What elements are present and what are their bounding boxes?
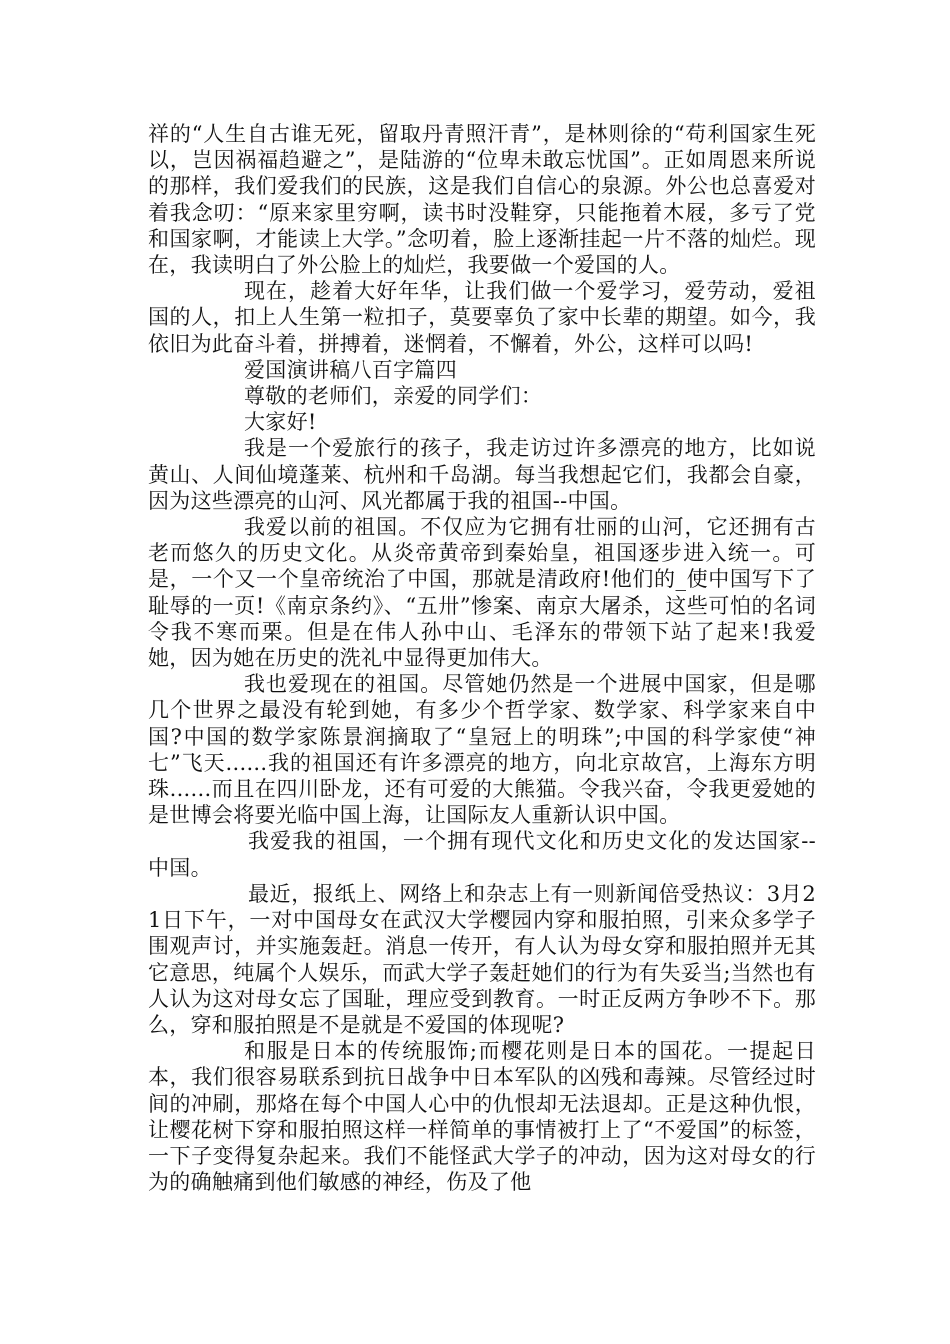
section-title: 爱国演讲稿八百字篇四: [244, 357, 457, 382]
paragraph-travel: 我是一个爱旅行的孩子，我走访过许多漂亮的地方，比如说黄山、人间仙境蓬莱、杭州和千岛湖。每当我想起它们，我都会自豪，因为这些漂亮的山河、风光都属于我的祖国--中国。: [148, 436, 816, 513]
paragraph-youth-resolution: 现在，趁着大好年华，让我们做一个爱学习，爱劳动，爱祖国的人，扣上人生第一粒扣子，莫要辜负了家中长辈的期望。如今，我依旧为此奋斗着，拼搏着，迷惘着，不懈着，外公，这样可以吗!: [148, 279, 816, 356]
paragraph-love-country: 我爱我的祖国，一个拥有现代文化和历史文化的发达国家--中国。: [148, 829, 816, 880]
greeting: 大家好!: [244, 410, 317, 435]
document-body: [148, 121, 816, 1195]
paragraph-kimono-analysis: 和服是日本的传统服饰;而樱花则是日本的国花。一提起日本，我们很容易联系到抗日战争中日本军队的凶残和毒辣。尽管经过时间的冲刷，那烙在每个中国人心中的仇恨却无法退却。正是这种仇恨，让樱花树下穿和服拍照这样一样简单的事情被打上了“不爱国”的标签，一下子变得复杂起来。我们不能怪武大学子的冲动，因为这对母女的行为的确触痛到他们敏感的神经，伤及了他: [148, 1039, 816, 1195]
paragraph-news-event: 最近，报纸上、网络上和杂志上有一则新闻倍受热议：3月21日下午，一对中国母女在武汉大学樱园内穿和服拍照，引来众多学子围观声讨，并实施轰赶。消息一传开，有人认为母女穿和服拍照并无其它意思，纯属个人娱乐，而武大学子轰赶她们的行为有失妥当;当然也有人认为这对母女忘了国耻，理应受到教育。一时正反两方争吵不下。那么，穿和服拍照是不是就是不爱国的体现呢?: [148, 881, 816, 1037]
salutation: 尊敬的老师们，亲爱的同学们：: [244, 384, 543, 409]
paragraph-past-motherland: 我爱以前的祖国。不仅应为它拥有壮丽的山河，它还拥有古老而悠久的历史文化。从炎帝黄帝到秦始皇，祖国逐步进入统一。可是，一个又一个皇帝统治了中国，那就是清政府!他们的_使中国写下了耻辱的一页!《南京条约》、“五卅”惨案、南京大屠杀，这些可怕的名词令我不寒而栗。但是在伟人孙中山、毛泽东的带领下站了起来!我爱她，因为她在历史的洗礼中显得更加伟大。: [148, 515, 816, 671]
paragraph-present-motherland: 我也爱现在的祖国。尽管她仍然是一个进展中国家，但是哪几个世界之最没有轮到她，有多少个哲学家、数学家、科学家来自中国?中国的数学家陈景润摘取了“皇冠上的明珠”;中国的科学家使“神七”飞天......我的祖国还有许多漂亮的地方，向北京故宫，上海东方明珠......而且在四川卧龙，还有可爱的大熊猫。令我兴奋，令我更爱她的是世博会将要光临中国上海，让国际友人重新认识中国。: [148, 672, 816, 828]
paragraph-patriots-quotes: 祥的“人生自古谁无死，留取丹青照汗青”，是林则徐的“苟利国家生死以，岂因祸福趋避之”，是陆游的“位卑未敢忘忧国”。正如周恩来所说的那样，我们爱我们的民族，这是我们自信心的泉源。外公也总喜爱对着我念叨：“原来家里穷啊，读书时没鞋穿，只能拖着木屐，多亏了党和国家啊，才能读上大学。”念叨着，脸上逐渐挂起一片不落的灿烂。现在，我读明白了外公脸上的灿烂，我要做一个爱国的人。: [148, 122, 816, 278]
